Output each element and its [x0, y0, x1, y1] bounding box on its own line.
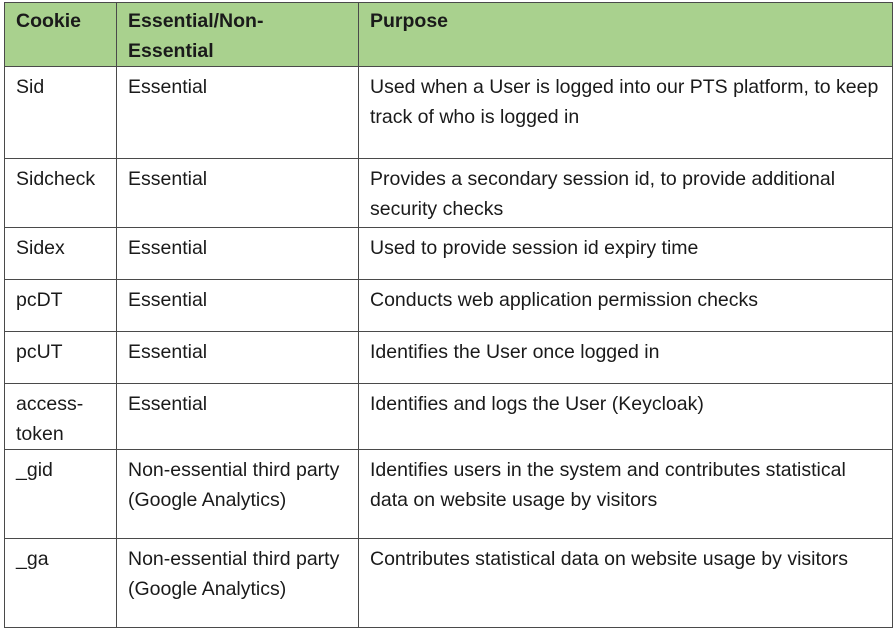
cookie-purpose: Used to provide session id expiry time: [370, 237, 699, 259]
cookie-name-cell: [5, 228, 117, 280]
cookie-purpose-cell: [359, 450, 893, 539]
table-row: [5, 450, 893, 539]
cookie-type: Essential: [128, 237, 208, 259]
cookie-name: _ga: [16, 548, 49, 570]
cookie-purpose: Provides a secondary session id, to provide additional security checks: [370, 168, 836, 220]
cookie-type-cell: [117, 539, 359, 628]
cookie-name-cell: [5, 450, 117, 539]
cookie-name-cell: [5, 384, 117, 450]
cookie-name: Sid: [16, 76, 45, 98]
cookie-name-cell: [5, 159, 117, 228]
cookie-purpose-cell: [359, 67, 893, 159]
cookie-type-cell: [117, 67, 359, 159]
header-cookie-label: Cookie: [16, 10, 82, 32]
table-row: [5, 539, 893, 628]
cookie-purpose: Identifies the User once logged in: [370, 341, 660, 363]
cookie-purpose-cell: [359, 539, 893, 628]
cookie-purpose: Contributes statistical data on website usage by visitors: [370, 548, 848, 570]
table-header: [5, 3, 893, 67]
header-row: [5, 3, 893, 67]
cookie-purpose-cell: [359, 228, 893, 280]
cookie-purpose: Used when a User is logged into our PTS platform, to keep track of who is logged in: [370, 76, 879, 128]
table-row: [5, 332, 893, 384]
table-row: [5, 228, 893, 280]
cookie-type-cell: [117, 159, 359, 228]
cookie-name-cell: [5, 280, 117, 332]
header-type-label: Essential/Non-Essential: [128, 10, 264, 62]
cookie-purpose: Identifies and logs the User (Keycloak): [370, 393, 704, 415]
cookie-name: Sidcheck: [16, 168, 96, 190]
cookie-type-cell: [117, 450, 359, 539]
cookie-type: Essential: [128, 289, 208, 311]
cookie-name: access-token: [16, 393, 84, 445]
table-row: [5, 67, 893, 159]
cookie-table: [4, 2, 893, 628]
header-purpose-label: Purpose: [370, 10, 449, 32]
cookie-type: Essential: [128, 341, 208, 363]
cookie-type-cell: [117, 280, 359, 332]
cookie-type: Essential: [128, 76, 208, 98]
cookie-name-cell: [5, 539, 117, 628]
cookie-name-cell: [5, 67, 117, 159]
cookie-purpose: Conducts web application permission checks: [370, 289, 759, 311]
header-cookie: [5, 3, 117, 67]
header-type: [117, 3, 359, 67]
cookie-type: Non-essential third party (Google Analytics): [128, 548, 340, 600]
cookie-purpose-cell: [359, 384, 893, 450]
cookie-purpose-cell: [359, 280, 893, 332]
cookie-type-cell: [117, 332, 359, 384]
cookie-name: _gid: [16, 459, 53, 481]
cookie-purpose: Identifies users in the system and contributes statistical data on website usage by visitors: [370, 459, 846, 511]
table-body: [5, 67, 893, 628]
cookie-type-cell: [117, 384, 359, 450]
cookie-type-cell: [117, 228, 359, 280]
cookie-type: Essential: [128, 393, 208, 415]
cookie-purpose-cell: [359, 159, 893, 228]
table-row: [5, 280, 893, 332]
cookie-name-cell: [5, 332, 117, 384]
cookie-name: pcDT: [16, 289, 63, 311]
cookie-purpose-cell: [359, 332, 893, 384]
cookie-type: Non-essential third party (Google Analytics): [128, 459, 340, 511]
cookie-name: pcUT: [16, 341, 63, 363]
cookie-name: Sidex: [16, 237, 65, 259]
table-row: [5, 159, 893, 228]
header-purpose: [359, 3, 893, 67]
cookie-type: Essential: [128, 168, 208, 190]
table-row: [5, 384, 893, 450]
